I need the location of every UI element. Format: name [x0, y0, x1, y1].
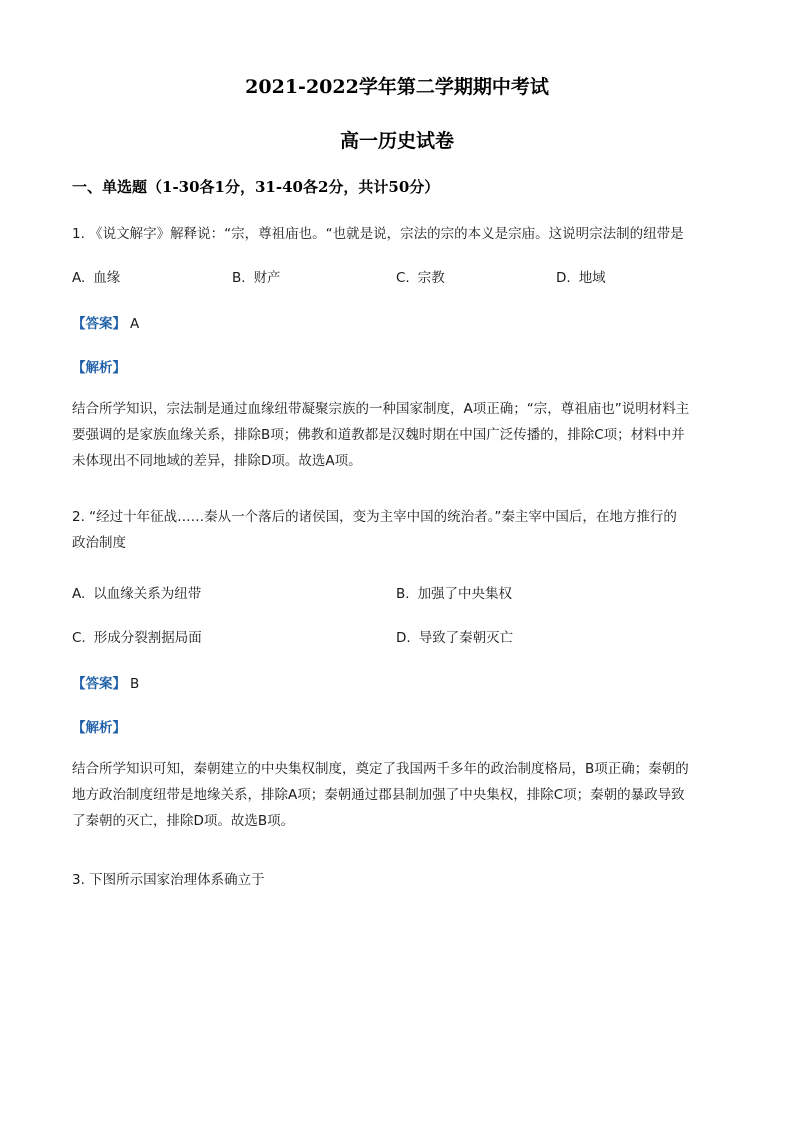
analysis-line: 结合所学知识可知，秦朝建立的中央集权制度，奠定了我国两千多年的政治制度格局，B项正确；秦朝的	[72, 761, 689, 777]
exam-subtitle: 高一历史试卷	[339, 130, 454, 152]
analysis-label: 【解析】	[72, 360, 126, 376]
option-text: 血缘	[93, 270, 121, 286]
option-letter: C.	[72, 630, 86, 646]
question-1-option-a	[72, 266, 120, 286]
question-1-answer	[72, 312, 139, 332]
question-3-stem: 3. 下图所示国家治理体系确立于	[72, 872, 265, 888]
analysis-line: 要强调的是家族血缘关系，排除B项；佛教和道教都是汉魏时期在中国广泛传播的，排除C项；材料中并	[72, 427, 685, 443]
analysis-line: 未体现出不同地域的差异，排除D项。故选A项。	[72, 453, 362, 469]
exam-title: 2021-2022学年第二学期期中考试	[245, 76, 549, 98]
option-letter: A.	[72, 270, 86, 286]
analysis-line: 地方政治制度纽带是地缘关系，排除A项；秦朝通过郡县制加强了中央集权，排除C项；秦朝的暴政导致	[72, 787, 685, 803]
question-2-option-a	[72, 582, 201, 602]
option-text: 地域	[578, 270, 606, 286]
option-letter: A.	[72, 586, 86, 602]
analysis-label: 【解析】	[72, 720, 126, 736]
option-text: 宗教	[417, 270, 445, 286]
option-text: 以血缘关系为纽带	[93, 586, 202, 602]
question-2-stem	[72, 504, 722, 556]
question-2-option-c	[72, 626, 202, 646]
answer-label: 【答案】	[72, 676, 126, 692]
option-letter: D.	[396, 630, 411, 646]
answer-value: B	[130, 676, 140, 692]
option-letter: B.	[232, 270, 246, 286]
option-text: 形成分裂割据局面	[93, 630, 202, 646]
question-2-answer	[72, 672, 139, 692]
question-1-option-b	[232, 266, 281, 286]
question-1-option-d	[556, 266, 606, 286]
question-1-option-c	[396, 266, 445, 286]
option-letter: B.	[396, 586, 410, 602]
option-letter: D.	[556, 270, 571, 286]
option-text: 加强了中央集权	[417, 586, 513, 602]
question-2-analysis	[72, 756, 722, 834]
option-text: 导致了秦朝灭亡	[418, 630, 514, 646]
answer-value: A	[130, 316, 140, 332]
analysis-line: 了秦朝的灭亡，排除D项。故选B项。	[72, 813, 295, 829]
stem-line: 2. “经过十年征战……秦从一个落后的诸侯国，变为主宰中国的统治者。”秦主宰中国后，在地方推行的	[72, 509, 677, 525]
analysis-line: 结合所学知识，宗法制是通过血缘纽带凝聚宗族的一种国家制度，A项正确；“宗，尊祖庙也”说明材料主	[72, 401, 690, 417]
question-1-analysis-label	[72, 356, 126, 376]
question-1-analysis	[72, 396, 722, 474]
answer-label: 【答案】	[72, 316, 126, 332]
stem-line: 政治制度	[72, 535, 126, 551]
question-1-stem: 1. 《说文解字》解释说：“宗，尊祖庙也。“也就是说，宗法的宗的本义是宗庙。这说明宗法制的纽带是	[72, 226, 684, 242]
question-2-option-d	[396, 626, 513, 646]
option-text: 财产	[253, 270, 281, 286]
question-2-analysis-label	[72, 716, 126, 736]
question-2-option-b	[396, 582, 512, 602]
option-letter: C.	[396, 270, 410, 286]
section-heading: 一、单选题（1-30各1分，31-40各2分，共计50分）	[72, 178, 440, 196]
